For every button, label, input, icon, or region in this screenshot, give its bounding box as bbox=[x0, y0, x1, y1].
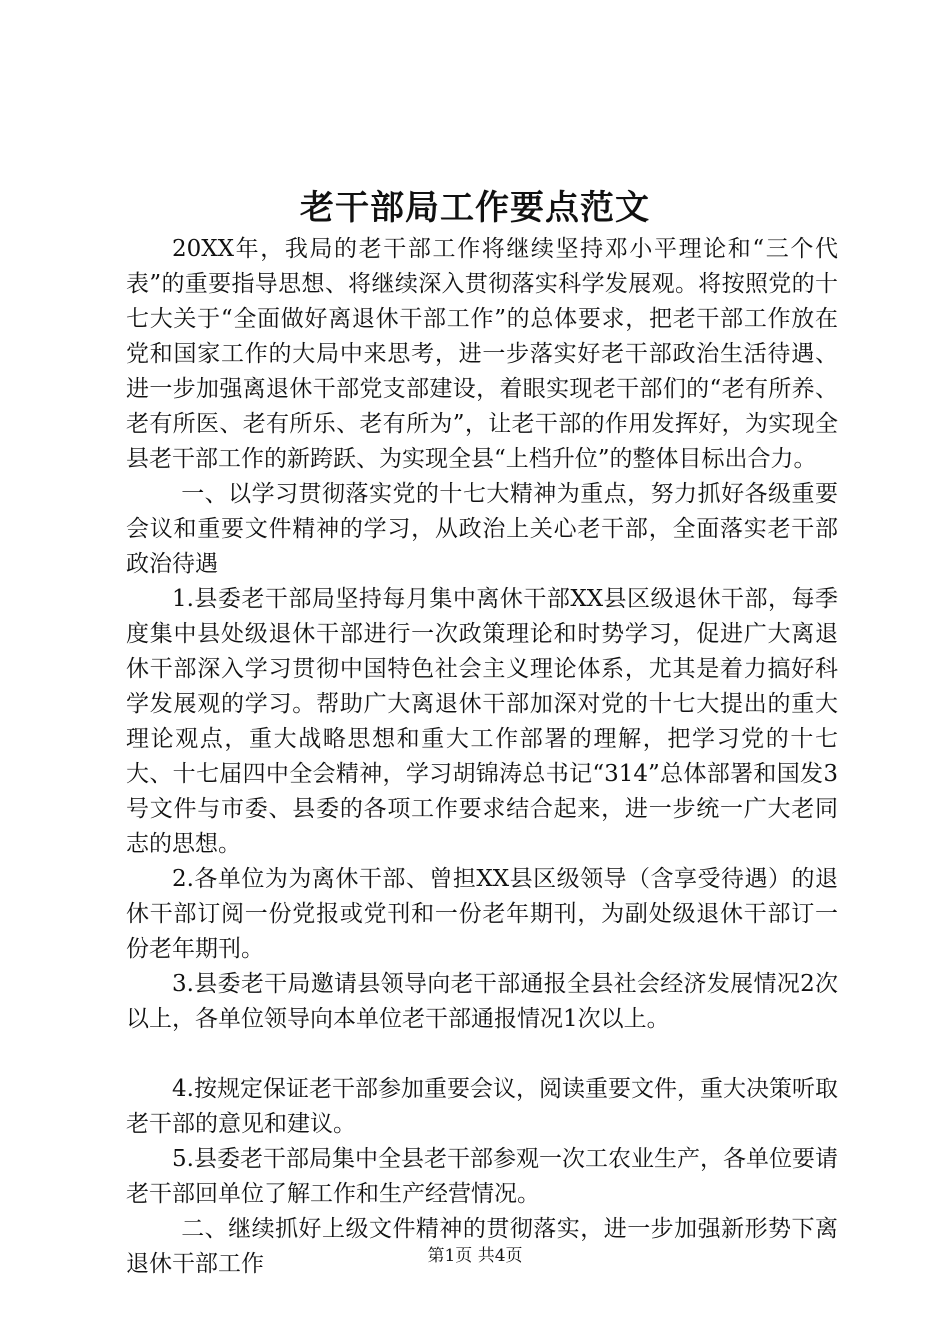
paragraph-intro: 20XX年，我局的老干部工作将继续坚持邓小平理论和“三个代表”的重要指导思想、将继续深入贯彻落实科学发展观。将按照党的十七大关于“全面做好离退休干部工作”的总体要求，把老干部工作放在党和国家工作的大局中来思考，进一步落实好老干部政治生活待遇、进一步加强离退休干部党支部建设，着眼实现老干部们的“老有所养、老有所医、老有所乐、老有所为”，让老干部的作用发挥好，为实现全县老干部工作的新跨跃、为实现全县“上档升位”的整体目标出合力。 bbox=[126, 236, 838, 472]
list-item-4: 4.按规定保证老干部参加重要会议，阅读重要文件，重大决策听取老干部的意见和建议。 bbox=[126, 1076, 838, 1137]
document-title: 老干部局工作要点范文 bbox=[300, 188, 650, 228]
document-body bbox=[126, 232, 838, 1282]
list-item-1: 1.县委老干部局坚持每月集中离休干部XX县区级退休干部，每季度集中县处级退休干部进行一次政策理论和时势学习，促进广大离退休干部深入学习贯彻中国特色社会主义理论体系，尤其是着力搞好科学发展观的学习。帮助广大离退休干部加深对党的十七大提出的重大理论观点，重大战略思想和重大工作部署的理解，把学习党的十七大、十七届四中全会精神，学习胡锦涛总书记“314”总体部署和国发3号文件与市委、县委的各项工作要求结合起来，进一步统一广大老同志的思想。 bbox=[126, 586, 838, 857]
page-footer: 第1页 共4页 bbox=[427, 1246, 523, 1266]
list-item-3: 3.县委老干局邀请县领导向老干部通报全县社会经济发展情况2次以上，各单位领导向本单位老干部通报情况1次以上。 bbox=[126, 971, 838, 1032]
section-heading-2: 二、继续抓好上级文件精神的贯彻落实，进一步加强新形势下离退休干部工作 bbox=[126, 1216, 838, 1277]
list-item-2: 2.各单位为为离休干部、曾担XX县区级领导（含享受待遇）的退休干部订阅一份党报或党刊和一份老年期刊，为副处级退休干部订一份老年期刊。 bbox=[126, 866, 838, 962]
section-heading-1: 一、以学习贯彻落实党的十七大精神为重点，努力抓好各级重要会议和重要文件精神的学习，从政治上关心老干部，全面落实老干部政治待遇 bbox=[126, 481, 838, 577]
paragraph-spacer bbox=[126, 1037, 838, 1072]
list-item-5: 5.县委老干部局集中全县老干部参观一次工农业生产，各单位要请老干部回单位了解工作和生产经营情况。 bbox=[126, 1146, 838, 1207]
